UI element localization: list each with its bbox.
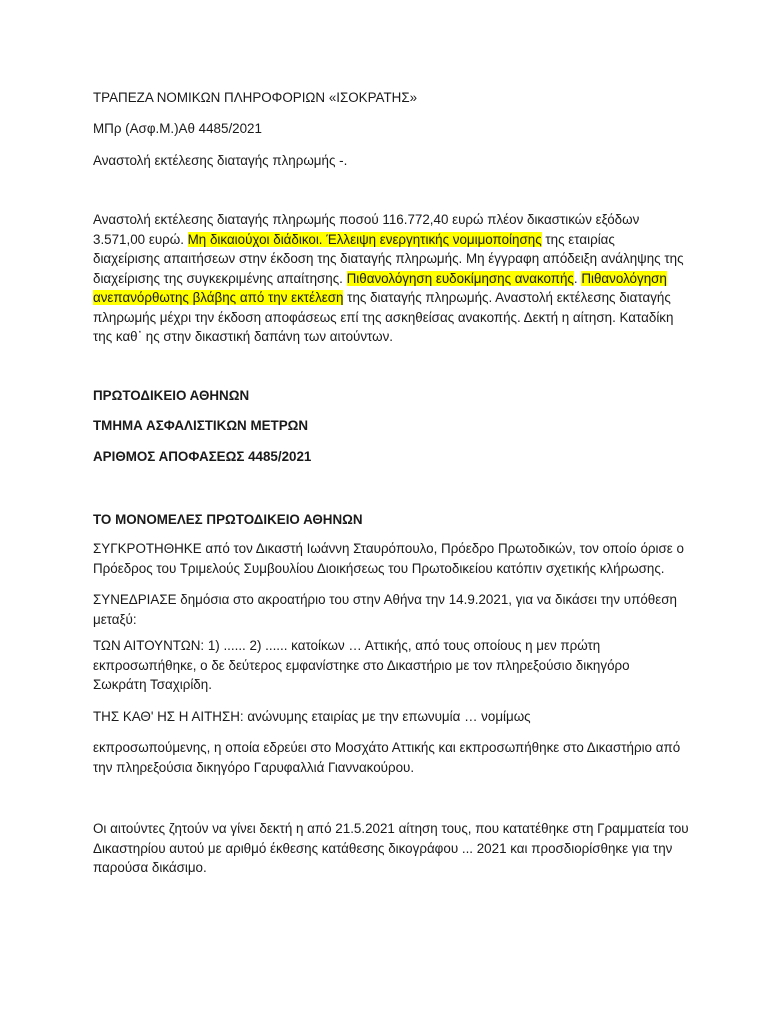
highlight-irreparable-harm: Πιθανολόγηση ανεπανόρθωτης βλάβης από την εκτέλεση	[93, 270, 667, 305]
body-paragraph: ΣΥΝΕΔΡΙΑΣΕ δημόσια στο ακροατήριο του στην Αθήνα την 14.9.2021, για να δικάσει την υπόθεση μεταξύ:	[93, 592, 677, 627]
court-department: ΤΜΗΜΑ ΑΣΦΑΛΙΣΤΙΚΩΝ ΜΕΤΡΩΝ	[93, 418, 309, 433]
highlight-likely-success: Πιθανολόγηση ευδοκίμησης ανακοπής	[346, 270, 574, 286]
highlight-no-standing: Μη δικαιούχοι διάδικοι. Έλλειψη ενεργητικής νομιμοποίησης	[187, 231, 542, 247]
summary-text: Αναστολή εκτέλεσης διαταγής πληρωμής ποσού 116.772,40 ευρώ πλέον δικαστικών εξόδων 3.571,00 ευρώ.	[93, 212, 640, 247]
subject-line: Αναστολή εκτέλεσης διαταγής πληρωμής -.	[93, 153, 348, 168]
body-paragraph: ΣΥΓΚΡΟΤΗΘΗΚΕ από τον Δικαστή Ιωάννη Σταυρόπουλο, Πρόεδρο Πρωτοδικών, τον οποίο όρισε ο Πρόεδρος του Τριμελούς Συμβουλίου Διοικήσεως του Πρωτοδικείου κατόπιν σχετικής κλήρωσης.	[93, 541, 684, 576]
court-composition: ΤΟ ΜΟΝΟΜΕΛΕΣ ΠΡΩΤΟΔΙΚΕΙΟ ΑΘΗΝΩΝ	[93, 512, 363, 527]
case-reference: ΜΠρ (Ασφ.Μ.)Αθ 4485/2021	[93, 121, 262, 136]
body-paragraph: Οι αιτούντες ζητούν να γίνει δεκτή η από 21.5.2021 αίτηση τους, που κατατέθηκε στη Γραμματεία του Δικαστηρίου αυτού με αριθμό έκθεσης κατάθεσης δικογράφου ... 2021 και προσδιορίσθηκε για την παρούσα δικάσιμο.	[93, 821, 689, 875]
summary-text: .	[573, 270, 582, 286]
body-paragraph: εκπροσωπούμενης, η οποία εδρεύει στο Μοσχάτο Αττικής και εκπροσωπήθηκε στο Δικαστήριο από την πληρεξούσια δικηγόρο Γαρυφαλλιά Γιαννακούρου.	[93, 740, 681, 775]
summary-paragraph	[93, 210, 685, 347]
body-paragraph: ΤΩΝ ΑΙΤΟΥΝΤΩΝ: 1) ...... 2) ...... κατοίκων … Αττικής, από τους οποίους η μεν πρώτη εκπροσωπήθηκε, ο δε δεύτερος εμφανίστηκε στο Δικαστήριο με τον πληρεξούσιο δικηγόρο Σωκράτη Τσαχιρίδη.	[93, 638, 630, 692]
summary-text: της διαταγής πληρωμής. Αναστολή εκτέλεσης διαταγής πληρωμής μέχρι την έκδοση αποφάσεως επί της ασκηθείσας ανακοπής. Δεκτή η αίτηση. Καταδίκη της καθ᾽ ης στην δικαστική δαπάνη των αιτούντων.	[93, 290, 674, 344]
body-paragraph: ΤΗΣ ΚΑΘ' ΗΣ Η ΑΙΤΗΣΗ: ανώνυμης εταιρίας με την επωνυμία … νομίμως	[93, 709, 531, 724]
court-name: ΠΡΩΤΟΔΙΚΕΙΟ ΑΘΗΝΩΝ	[93, 388, 250, 403]
summary-text: της εταιρίας διαχείρισης απαιτήσεων στην έκδοση της διαταγής πληρωμής. Μη έγγραφη απόδειξη ανάληψης της διαχείρισης της συγκεκριμένης απαίτησης.	[93, 231, 684, 286]
database-title: ΤΡΑΠΕΖΑ ΝΟΜΙΚΩΝ ΠΛΗΡΟΦΟΡΙΩΝ «ΙΣΟΚΡΑΤΗΣ»	[93, 90, 418, 105]
decision-number: ΑΡΙΘΜΟΣ ΑΠΟΦΑΣΕΩΣ 4485/2021	[93, 449, 312, 464]
